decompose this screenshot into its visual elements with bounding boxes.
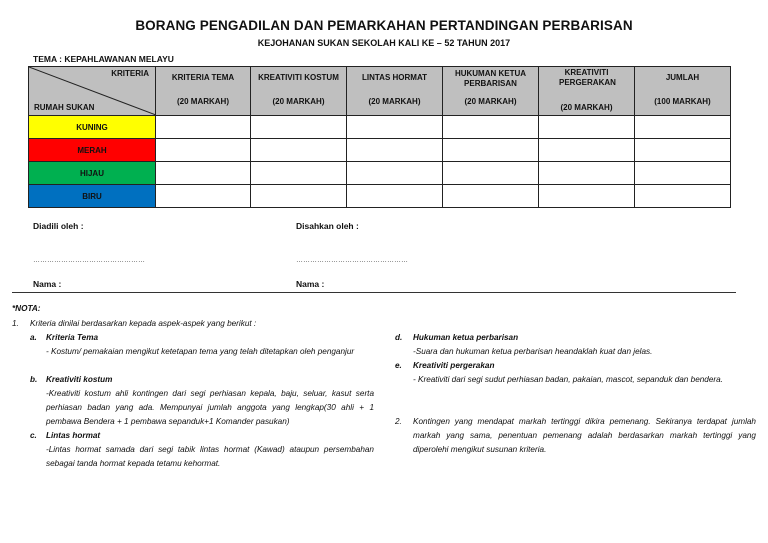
col-name: KRITERIA TEMA bbox=[171, 73, 235, 82]
note-2-number: 2. bbox=[395, 417, 402, 426]
col-header-kreativiti-pergerakan bbox=[539, 67, 635, 116]
col-name: JUMLAH bbox=[665, 73, 700, 82]
col-marks: (20 MARKAH) bbox=[177, 97, 229, 106]
theme-label: TEMA : KEPAHLAWANAN MELAYU bbox=[33, 54, 174, 64]
score-cell[interactable] bbox=[251, 185, 347, 208]
table-row bbox=[29, 116, 731, 139]
score-cell[interactable] bbox=[347, 185, 443, 208]
note-a-title: Kriteria Tema bbox=[46, 333, 99, 342]
note-e-text: - Kreativiti dari segi sudut perhiasan badan, pakaian, mascot, sepanduk dan bendera. bbox=[413, 375, 723, 384]
score-cell[interactable] bbox=[347, 162, 443, 185]
approved-by-label: Disahkan oleh : bbox=[296, 221, 359, 231]
score-cell[interactable] bbox=[251, 139, 347, 162]
note-c-label: c. bbox=[30, 431, 37, 440]
note-1-text: Kriteria dinilai berdasarkan kepada aspek-aspek yang berikut : bbox=[30, 319, 257, 328]
score-cell[interactable] bbox=[347, 116, 443, 139]
table-row bbox=[29, 139, 731, 162]
note-b-label: b. bbox=[30, 375, 38, 384]
col-header-kriteria-tema bbox=[156, 67, 251, 116]
house-cell-merah: MERAH bbox=[29, 139, 156, 162]
score-cell[interactable] bbox=[156, 139, 251, 162]
table-row bbox=[29, 185, 731, 208]
col-marks: (20 MARKAH) bbox=[560, 103, 613, 112]
col-header-kreativiti-kostum bbox=[251, 67, 347, 116]
form-subtitle: KEJOHANAN SUKAN SEKOLAH KALI KE – 52 TAHUN 2017 bbox=[257, 38, 511, 48]
col-header-lintas-hormat bbox=[347, 67, 443, 116]
note-d-label: d. bbox=[395, 333, 403, 342]
corner-bottom-label: RUMAH SUKAN bbox=[34, 103, 95, 112]
corner-top-label: KRITERIA bbox=[111, 69, 149, 78]
note-2-text: Kontingen yang mendapat markah tertinggi dikira pemenang. Sekiranya terdapat jumlah markah yang sama, penentuan pemenang adalah berdasarkan markah tertinggi yang diperolehi mengikut susunan kriteria. bbox=[413, 417, 756, 454]
col-header-jumlah bbox=[635, 67, 731, 116]
total-cell[interactable] bbox=[635, 116, 731, 139]
col-header-hukuman-ketua bbox=[443, 67, 539, 116]
divider bbox=[12, 292, 736, 293]
score-cell[interactable] bbox=[443, 116, 539, 139]
col-name: LINTAS HORMAT bbox=[361, 73, 428, 82]
note-a-text: - Kostum/ pemakaian mengikut ketetapan tema yang telah ditetapkan oleh penganjur bbox=[46, 347, 355, 356]
score-cell[interactable] bbox=[539, 116, 635, 139]
table-header-row bbox=[29, 67, 731, 116]
note-b-text: -Kreativiti kostum ahli kontingen dari segi perhiasan kepala, baju, seluar, kasut serta perhiasan badan yang ada. Mempunyai jumlah anggota yang lengkap(30 ahli + 1 pembawa Bendera + 1 pembawa sepanduk+1 Komander pasukan) bbox=[46, 389, 374, 426]
note-a-label: a. bbox=[30, 333, 37, 342]
score-cell[interactable] bbox=[443, 162, 539, 185]
col-marks: (20 MARKAH) bbox=[368, 97, 421, 106]
score-cell[interactable] bbox=[539, 139, 635, 162]
col-name: KREATIVITI PERGERAKAN bbox=[559, 68, 616, 87]
score-cell[interactable] bbox=[539, 162, 635, 185]
total-cell[interactable] bbox=[635, 139, 731, 162]
score-cell[interactable] bbox=[156, 185, 251, 208]
total-cell[interactable] bbox=[635, 162, 731, 185]
score-cell[interactable] bbox=[347, 139, 443, 162]
col-name: HUKUMAN KETUA PERBARISAN bbox=[454, 69, 527, 88]
judged-by-label: Diadili oleh : bbox=[33, 221, 84, 231]
house-cell-kuning: KUNING bbox=[29, 116, 156, 139]
col-name: KREATIVITI KOSTUM bbox=[258, 73, 339, 82]
house-cell-biru: BIRU bbox=[29, 185, 156, 208]
col-marks: (20 MARKAH) bbox=[272, 97, 325, 106]
note-d-text: -Suara dan hukuman ketua perbarisan heandaklah kuat dan jelas. bbox=[413, 347, 653, 356]
note-e-title: Kreativiti pergerakan bbox=[413, 361, 495, 370]
house-cell-hijau: HIJAU bbox=[29, 162, 156, 185]
total-cell[interactable] bbox=[635, 185, 731, 208]
score-cell[interactable] bbox=[539, 185, 635, 208]
score-cell[interactable] bbox=[156, 116, 251, 139]
approver-signature-line[interactable]: ………………………………………… bbox=[296, 257, 408, 264]
judge-name-label: Nama : bbox=[33, 279, 62, 289]
corner-cell bbox=[29, 67, 156, 116]
note-c-title: Lintas hormat bbox=[46, 431, 101, 440]
note-1-number: 1. bbox=[12, 319, 19, 328]
note-d-title: Hukuman ketua perbarisan bbox=[413, 333, 519, 342]
score-cell[interactable] bbox=[156, 162, 251, 185]
table-row bbox=[29, 162, 731, 185]
score-cell[interactable] bbox=[251, 116, 347, 139]
note-e-label: e. bbox=[395, 361, 402, 370]
form-title: BORANG PENGADILAN DAN PEMARKAHAN PERTANDINGAN PERBARISAN bbox=[135, 18, 633, 33]
score-cell[interactable] bbox=[443, 185, 539, 208]
note-c-text: -Lintas hormat samada dari segi tabik lintas hormat (Kawad) ataupun persembahan sebagai tanda hormat kepada tetamu kehormat. bbox=[46, 445, 374, 468]
col-marks: (100 MARKAH) bbox=[654, 97, 711, 106]
judge-signature-line[interactable]: ………………………………………… bbox=[33, 257, 145, 264]
note-b-title: Kreativiti kostum bbox=[46, 375, 113, 384]
score-cell[interactable] bbox=[251, 162, 347, 185]
notes-heading: *NOTA: bbox=[12, 304, 41, 313]
scoring-table bbox=[28, 66, 731, 208]
col-marks: (20 MARKAH) bbox=[464, 97, 517, 106]
approver-name-label: Nama : bbox=[296, 279, 325, 289]
score-cell[interactable] bbox=[443, 139, 539, 162]
